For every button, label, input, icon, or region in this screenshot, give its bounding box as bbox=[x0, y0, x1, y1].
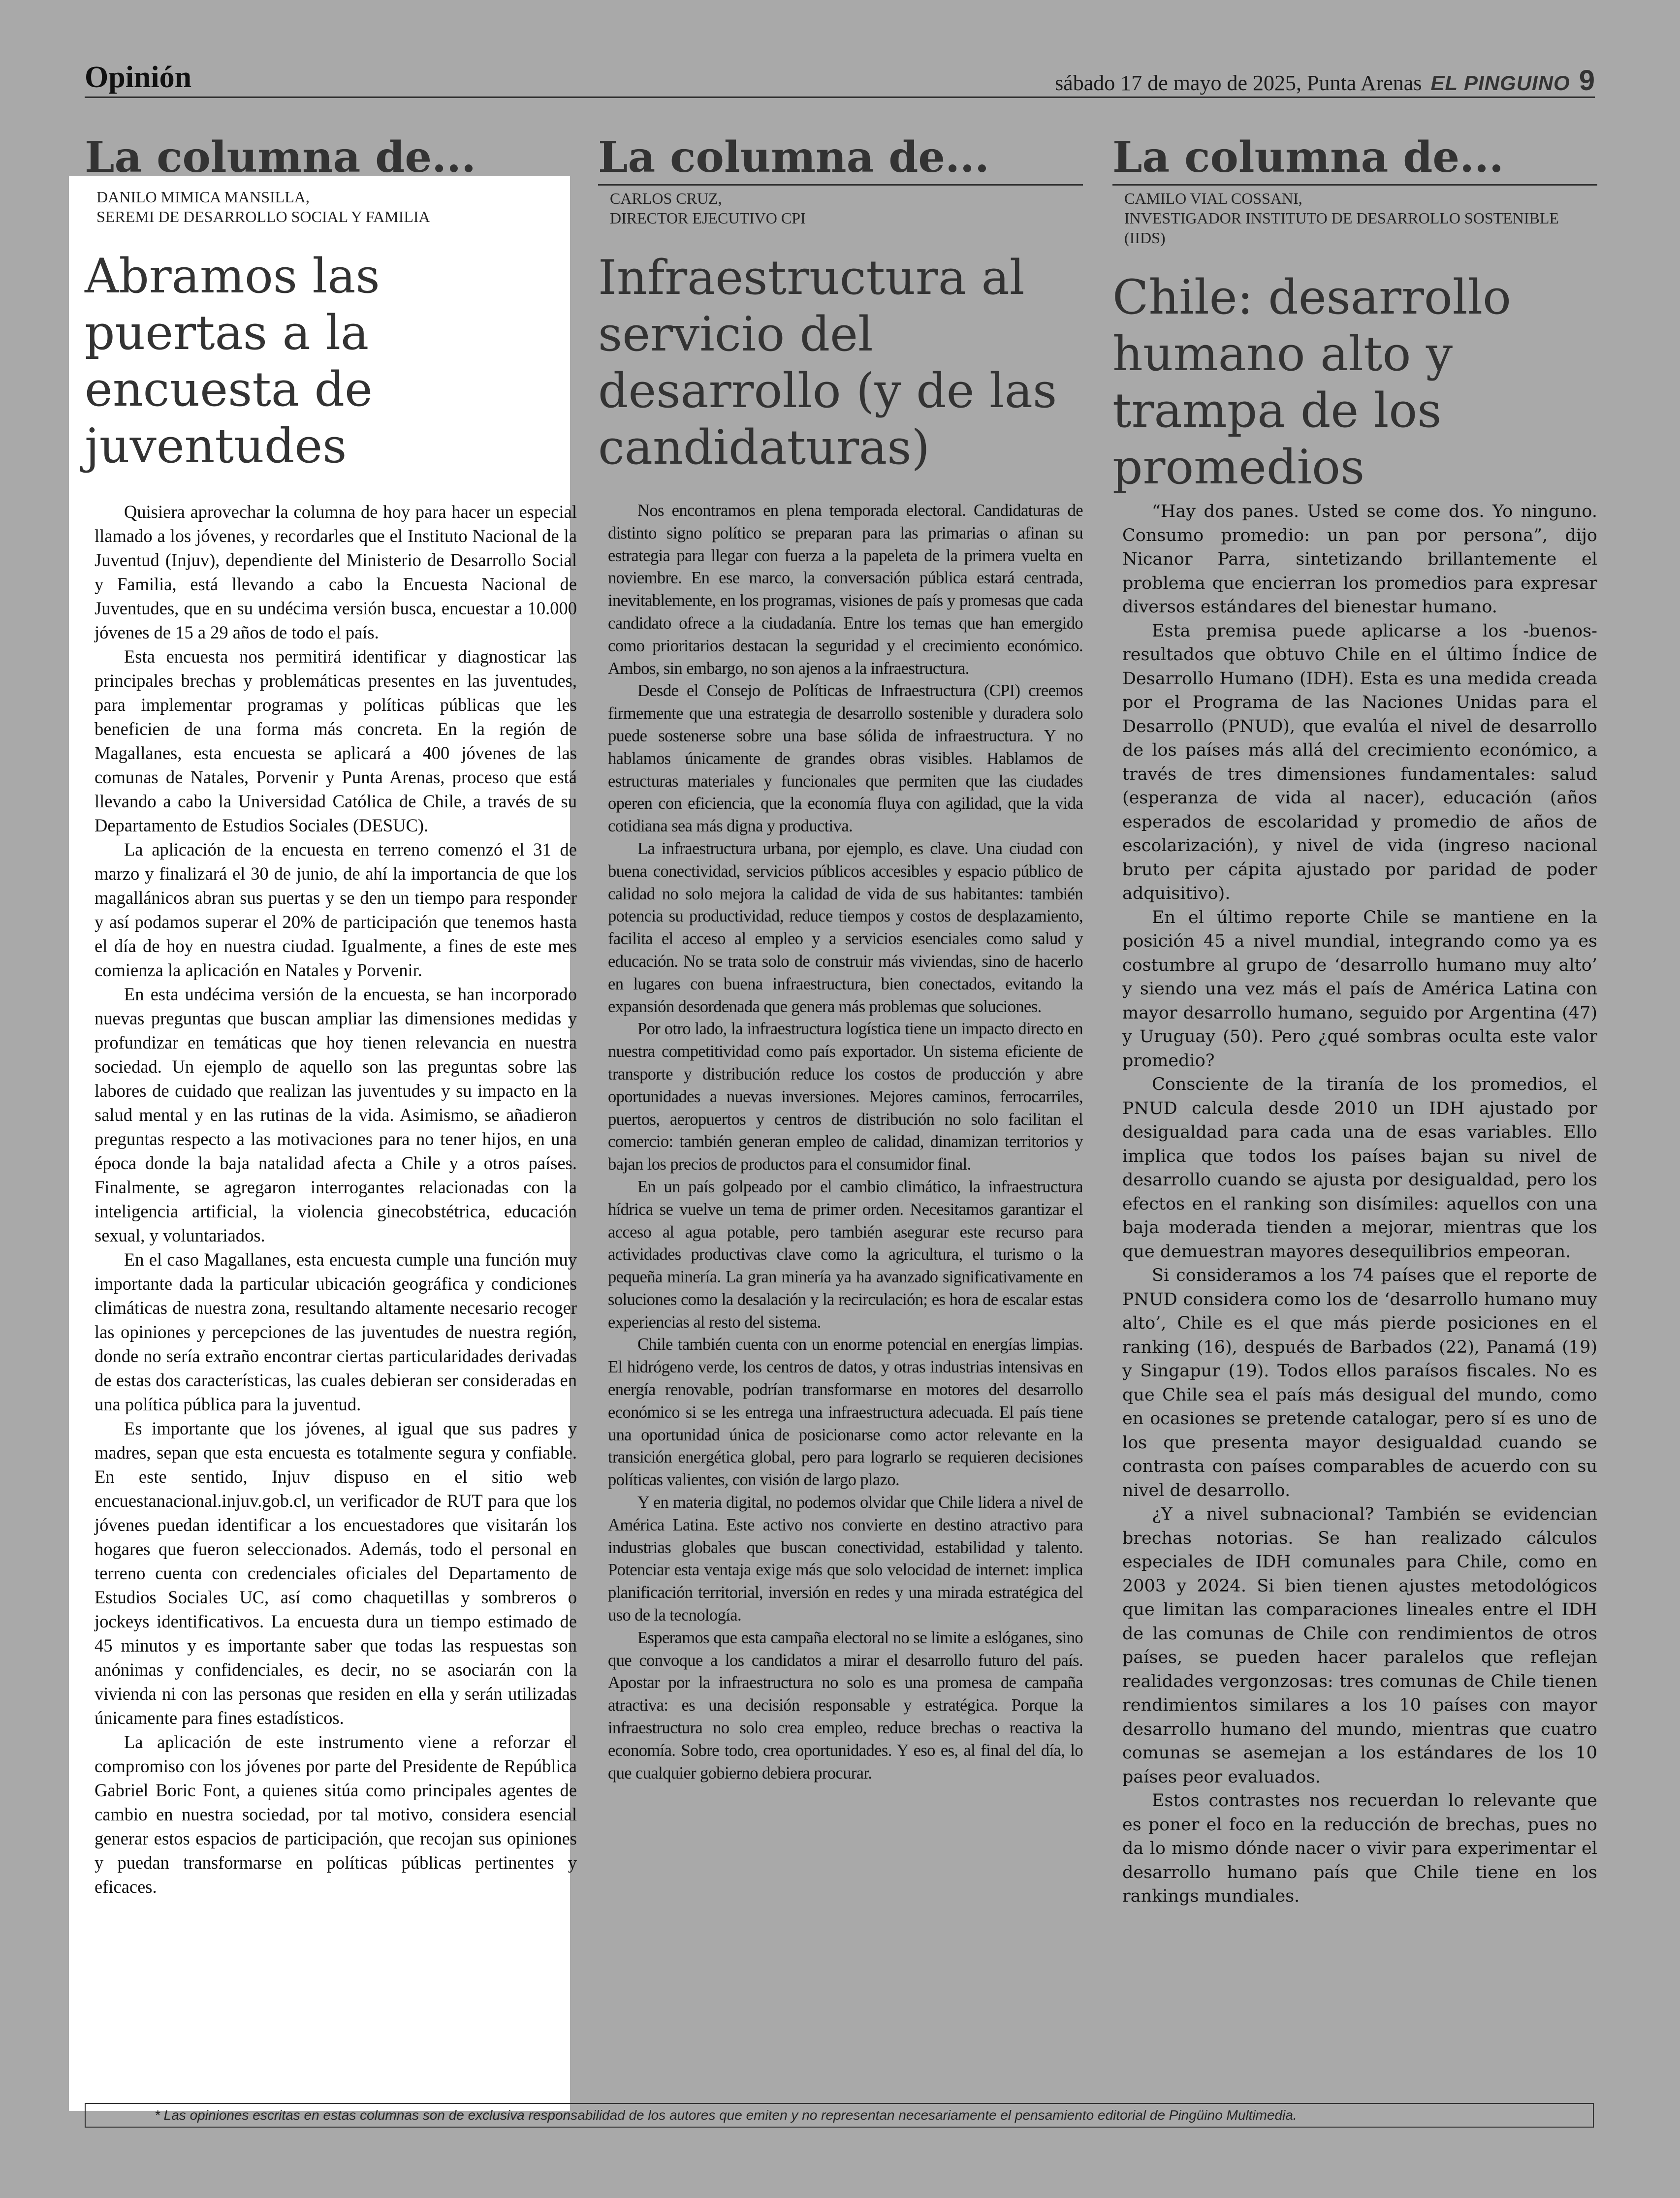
author-role: INVESTIGADOR INSTITUTO DE DESARROLLO SOSTENIBLE (IIDS) bbox=[1124, 209, 1559, 247]
article-body bbox=[1122, 500, 1597, 1909]
header-right bbox=[1055, 64, 1595, 97]
paragraph: Es importante que los jóvenes, al igual que sus padres y madres, sepan que esta encuesta es totalmente segura y confiable. En este sentido, Injuv dispuso en el sitio web encuestanacional.injuv.gob.cl, un verificador de RUT para que los jóvenes puedan identificar a los encuestadores que visitarán los hogares que fueron seleccionados. Además, todo el personal en terreno cuenta con credenciales oficiales del Departamento de Estudios Sociales UC, así como chaquetillas y sombreros o jockeys identificativos. La encuesta dura un tiempo estimado de 45 minutos y es importante saber que todas las respuestas son anónimas y confidenciales, es decir, no se asociarán con la vivienda ni con las personas que residen en ella y serán utilizadas únicamente para fines estadísticos. bbox=[95, 1418, 577, 1728]
author-name: CAMILO VIAL COSSANI, bbox=[1124, 190, 1302, 207]
paragraph: La infraestructura urbana, por ejemplo, es clave. Una ciudad con buena conectividad, servicios públicos accesibles y espacio público de calidad no solo mejora la calidad de vida de sus habitantes: también potencia su productividad, reduce tiempos y costos de desplazamiento, facilita el acceso al empleo y a servicios esenciales como salud y educación. No se trata solo de construir más viviendas, sino de hacerlo en lugares con buena infraestructura, bien conectados, evitando la expansión desordenada que genera más problemas que soluciones. bbox=[608, 839, 1083, 1016]
article-body bbox=[608, 500, 1083, 1784]
byline bbox=[1112, 189, 1597, 248]
page-header bbox=[85, 58, 1595, 98]
paragraph: La aplicación de este instrumento viene a reforzar el compromiso con los jóvenes por parte del Presidente de República Gabriel Boric Font, a quienes sitúa como principales agentes de cambio en nuestra sociedad, por tal motivo, considera esencial generar estos espacios de participación, que recojan sus opiniones y puedan transformarse en políticas públicas pertinentes y eficaces. bbox=[95, 1732, 577, 1897]
paragraph: Por otro lado, la infraestructura logística tiene un impacto directo en nuestra competitividad como país exportador. Un sistema eficiente de transporte y distribución reduce los costos de producción y abre oportunidades a nuevas inversiones. Mejores caminos, ferrocarriles, puertos, aeropuertos y centros de distribución no solo facilitan el comercio: también generan empleo de calidad, dinamizan territorios y bajan los precios de productos para el consumidor final. bbox=[608, 1019, 1083, 1174]
byline bbox=[85, 187, 577, 226]
paragraph: Quisiera aprovechar la columna de hoy para hacer un especial llamado a los jóvenes, y recordarles que el Instituto Nacional de la Juventud (Injuv), dependiente del Ministerio de Desarrollo Social y Familia, está llevando a cabo la Encuesta Nacional de Juventudes, que en su undécima versión busca, encuestar a 10.000 jóvenes de 15 a 29 años de todo el país. bbox=[95, 502, 577, 642]
paragraph: La aplicación de la encuesta en terreno comenzó el 31 de marzo y finalizará el 30 de junio, de ahí la importancia de que los magallánicos abran sus puertas y se den un tiempo para responder y así podamos superar el 20% de participación que tenemos hasta el día de hoy en nuestra ciudad. Igualmente, a fines de este mes comienza la aplicación en Natales y Porvenir. bbox=[95, 839, 577, 980]
page-number: 9 bbox=[1579, 64, 1595, 96]
brand-logo: EL PINGUINO bbox=[1430, 71, 1570, 95]
author-role: DIRECTOR EJECUTIVO CPI bbox=[610, 209, 806, 227]
paragraph: En un país golpeado por el cambio climático, la infraestructura hídrica se vuelve un tema de primer orden. Necesitamos garantizar el acceso al agua potable, pero también asegurar este recurso para actividades productivas clave como la agricultura, el turismo o la pequeña minería. La gran minería ya ha avanzado significativamente en soluciones como la desalación y la recirculación; es hora de escalar estas experiencias al resto del sistema. bbox=[608, 1177, 1083, 1332]
article-body bbox=[95, 500, 577, 1899]
paragraph: Desde el Consejo de Políticas de Infraestructura (CPI) creemos firmemente que una estrategia de desarrollo sostenible y duradera solo puede sostenerse sobre una base sólida de infraestructura. Y no hablamos únicamente de grandes obras visibles. Hablamos de estructuras materiales y funcionales que permiten que las ciudades operen con eficiencia, que la economía fluya con agilidad, que la vida cotidiana sea más digna y productiva. bbox=[608, 681, 1083, 836]
paragraph: ¿Y a nivel subnacional? También se evidencian brechas notorias. Se han realizado cálculos especiales de IDH comunales para Chile, como en 2003 y 2024. Si bien tienen ajustes metodológicos que limitan las comparaciones lineales entre el IDH de las comunas de Chile con rendimientos de otros países, se pueden hacer paralelos que reflejan realidades vergonzosas: tres comunas de Chile tienen rendimientos similares a los 10 países con mayor desarrollo humano del mundo, mientras que cuatro comunas se asemejan a los estándares de los 10 países peor evaluados. bbox=[1122, 1504, 1597, 1787]
paragraph: En esta undécima versión de la encuesta, se han incorporado nuevas preguntas que buscan ampliar las dimensiones medidas y profundizar en temáticas que hoy tienen relevancia en nuestra sociedad. Un ejemplo de aquello son las preguntas sobre las labores de cuidado que realizan las juventudes y su impacto en la salud mental y en las rutinas de la vida. Asimismo, se añadieron preguntas respecto a las motivaciones para no tener hijos, en una época donde la baja natalidad afecta a Chile y a otros países. Finalmente, se agregaron interrogantes relacionadas con la inteligencia artificial, la violencia ginecobstétrica, educación sexual, y voluntariados. bbox=[95, 984, 577, 1245]
column-kicker: La columna de... bbox=[85, 132, 476, 182]
paragraph: Esta premisa puede aplicarse a los -buenos- resultados que obtuvo Chile en el último Índice de Desarrollo Humano (IDH). Esta es una medida creada por el Programa de las Naciones Unidas para el Desarrollo (PNUD), que evalúa el nivel de desarrollo de los países más allá del crecimiento económico, a través de tres dimensiones fundamentales: salud (esperanza de vida al nacer), educación (años esperados de escolaridad y promedio de años de escolarización), y nivel de vida (ingreso nacional bruto per cápita ajustado por paridad de poder adquisitivo). bbox=[1122, 621, 1597, 903]
column-2 bbox=[598, 132, 1083, 1783]
byline bbox=[598, 189, 1083, 228]
paragraph: Si consideramos a los 74 países que el reporte de PNUD considera como los de ‘desarrollo humano muy alto’, Chile es el que más pierde posiciones en el ranking (16), después de Barbados (22), Panamá (19) y Singapur (19). Todos ellos paraísos fiscales. No es que Chile sea el país más desigual del mundo, como en ocasiones se pretende catalogar, pero sí es uno de los que presenta mayor desigualdad cuando se contrasta con países comparables de acuerdo con su nivel de desarrollo. bbox=[1122, 1266, 1597, 1500]
paragraph: En el caso Magallanes, esta encuesta cumple una función muy importante dada la particular ubicación geográfica y condiciones climáticas de nuestra zona, resultando altamente necesario recoger las opiniones y percepciones de las juventudes de nuestra región, donde no sería extraño encontrar ciertas particularidades derivadas de estas dos características, las cuales debieran ser consideradas en una política pública para la juventud. bbox=[95, 1249, 577, 1414]
paragraph: Esperamos que esta campaña electoral no se limite a eslóganes, sino que convoque a los candidatos a mirar el desarrollo futuro del país. Apostar por la infraestructura no solo es una promesa de campaña atractiva: es una decisión responsable y estratégica. Porque la infraestructura no solo crea empleo, reduce brechas o reactiva la economía. Sobre todo, crea oportunidades. Y eso es, al final del día, lo que cualquier gobierno debiera procurar. bbox=[608, 1628, 1083, 1783]
headline: Chile: desarrollo humano alto y trampa de los promedios bbox=[1112, 270, 1511, 495]
column-kicker: La columna de... bbox=[1112, 133, 1597, 186]
author-name: DANILO MIMICA MANSILLA, bbox=[96, 188, 310, 206]
headline: Infraestructura al servicio del desarrollo (y de las candidaturas) bbox=[598, 250, 1057, 475]
paragraph: Y en materia digital, no podemos olvidar que Chile lidera a nivel de América Latina. Este activo nos convierte en destino atractivo para industrias globales que buscan conectividad, estabilidad y talento. Potenciar esta ventaja exige más que solo velocidad de internet: implica planificación territorial, inversión en redes y una mirada estratégica del uso de la tecnología. bbox=[608, 1493, 1083, 1625]
author-name: CARLOS CRUZ, bbox=[610, 190, 722, 207]
paragraph: En el último reporte Chile se mantiene en la posición 45 a nivel mundial, integrando como ya es costumbre al grupo de ‘desarrollo humano muy alto’ y siendo una vez más el país de América Latina con mayor desarrollo humano, seguido por Argentina (47) y Uruguay (50). Pero ¿qué sombras oculta este valor promedio? bbox=[1122, 907, 1597, 1071]
paragraph: Nos encontramos en plena temporada electoral. Candidaturas de distinto signo político se preparan para las primarias o afinan su estrategia para llegar con fuerza a la papeleta de la primera vuelta en noviembre. En ese marco, la conversación pública estará centrada, inevitablemente, en los programas, visiones de país y promesas que cada candidato ofrece a la ciudadanía. Entre los temas que han emergido como prioritarios destacan la seguridad y el crecimiento económico. Ambos, sin embargo, no son ajenos a la infraestructura. bbox=[608, 501, 1083, 678]
column-3 bbox=[1112, 132, 1597, 1906]
paragraph: Consciente de la tiranía de los promedios, el PNUD calcula desde 2010 un IDH ajustado por desigualdad para cada una de esas variables. Ello implica que todos los países bajan su nivel de desarrollo cuando se ajusta por desigualdad, pero los efectos en el ranking son disímiles: aquellos con una baja moderada tienden a mejorar, mientras que los que demuestran mayores desequilibrios empeoran. bbox=[1122, 1075, 1597, 1262]
paragraph: Esta encuesta nos permitirá identificar y diagnosticar las principales brechas y problemáticas presentes en las juventudes, para implementar programas y políticas públicas que les beneficien de una forma más concreta. En la región de Magallanes, esta encuesta se aplicará a 400 jóvenes de las comunas de Natales, Porvenir y Punta Arenas, proceso que está llevando a cabo la Universidad Católica de Chile, a través de su Departamento de Estudios Sociales (DESUC). bbox=[95, 646, 577, 835]
paragraph: Estos contrastes nos recuerdan lo relevante que es poner el foco en la reducción de brechas, pues no da lo mismo dónde nacer o vivir para experimentar el desarrollo humano país que Chile tiene en los rankings mundiales. bbox=[1122, 1791, 1597, 1906]
column-1 bbox=[85, 132, 577, 1897]
column-kicker: La columna de... bbox=[598, 133, 1083, 186]
paragraph: Chile también cuenta con un enorme potencial en energías limpias. El hidrógeno verde, los centros de datos, y otras industrias intensivas en energía renovable, podrían transformarse en motores del desarrollo económico si se les entrega una infraestructura adecuada. El país tiene una oportunidad única de posicionarse como actor relevante en la transición energética global, pero para lograrlo se requieren decisiones políticas valientes, con visión de largo plazo. bbox=[608, 1335, 1083, 1490]
section-label: Opinión bbox=[85, 61, 192, 94]
headline: Abramos las puertas a la encuesta de juventudes bbox=[85, 249, 380, 474]
issue-date: sábado 17 de mayo de 2025, Punta Arenas bbox=[1055, 71, 1422, 95]
author-role: SEREMI DE DESARROLLO SOCIAL Y FAMILIA bbox=[96, 208, 430, 225]
paragraph: “Hay dos panes. Usted se come dos. Yo ninguno. Consumo promedio: un pan por persona”, dijo Nicanor Parra, sintetizando brillantemente el problema que encierran los promedios para expresar diversos estándares del bienestar humano. bbox=[1122, 502, 1597, 617]
disclaimer-footer: * Las opiniones escritas en estas columnas son de exclusiva responsabilidad de los autores que emiten y no representan necesariamente el pensamiento editorial de Pingüino Multimedia. bbox=[85, 2103, 1594, 2128]
